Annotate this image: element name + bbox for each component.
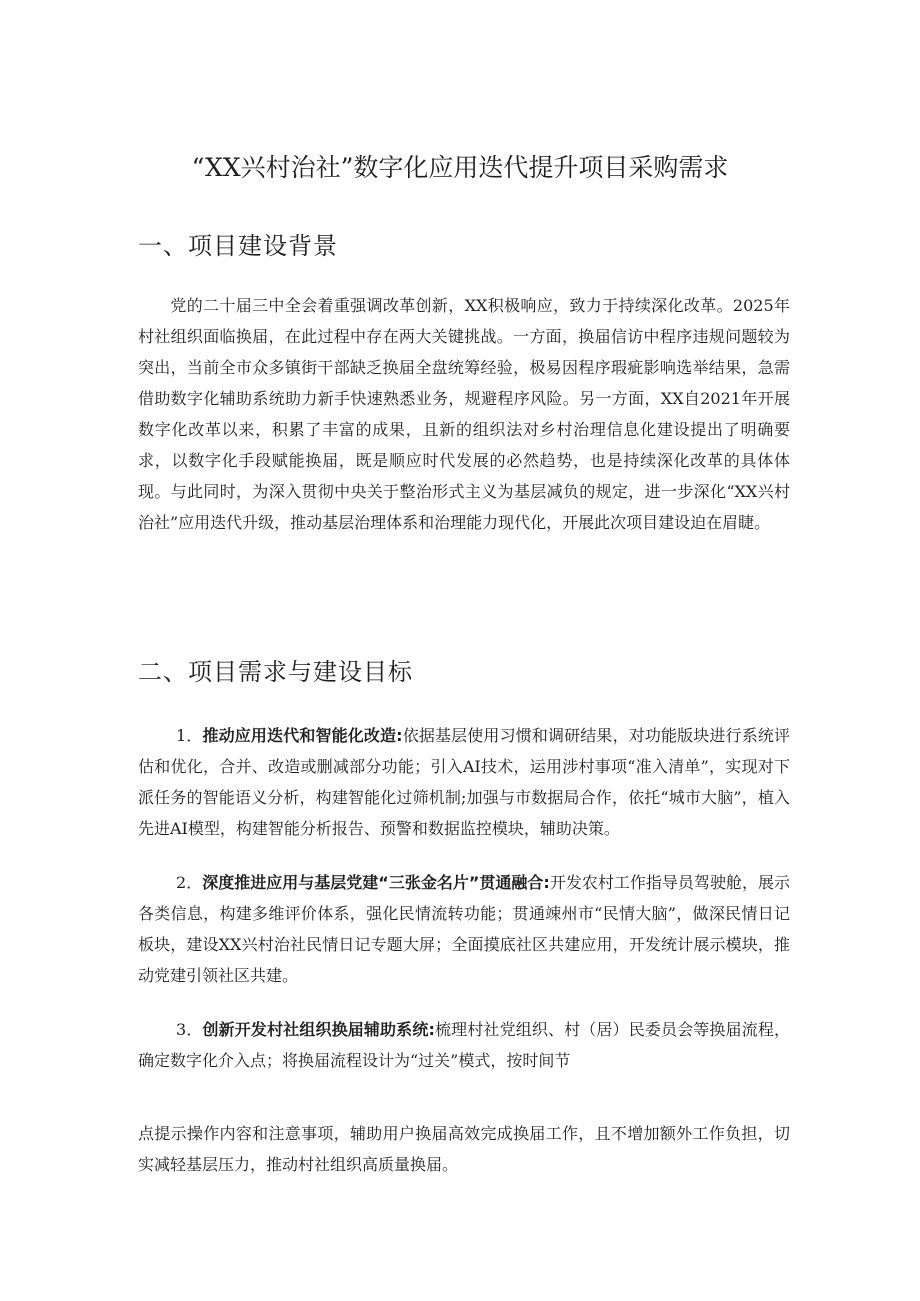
goal-item-text: 梳理村社党组织、村（居）民委员会等换届流程，确定数字化介入点；将换届流程设计为“过关”模式，按时间节 <box>138 1020 790 1070</box>
background-paragraph <box>138 290 790 538</box>
goal-item-number: 3． <box>176 1020 203 1039</box>
goal-item-number: 2． <box>176 873 203 892</box>
goal-item-lead: 深度推进应用与基层党建“三张金名片”贯通融合: <box>202 873 550 892</box>
goal-item-3 <box>138 1014 790 1076</box>
goal-item-lead: 推动应用迭代和智能化改造: <box>202 726 403 745</box>
document-title: “XX兴村治社”数字化应用迭代提升项目采购需求 <box>191 153 729 182</box>
goal-item-lead: 创新开发村社组织换届辅助系统: <box>202 1020 435 1039</box>
goal-item-text: 依据基层使用习惯和调研结果，对功能版块进行系统评估和优化，合并、改造或删减部分功能；引入AI技术，运用涉村事项“准入清单”，实现对下派任务的智能语义分析，构建智能化过筛机制;加强与市数据局合作，依托“城市大脑”，植入先进AI模型，构建智能分析报告、预警和数据监控模块，辅助决策。 <box>138 726 790 838</box>
goal-item-2 <box>138 867 790 991</box>
goal-item-text: 开发农村工作指导员驾驶舱，展示各类信息，构建多维评价体系，强化民情流转功能；贯通竦州市“民情大脑”，做深民情日记板块，建设XX兴村治社民情日记专题大屏；全面摸底社区共建应用，开发统计展示模块，推动党建引领社区共建。 <box>138 873 790 985</box>
goal-item-1 <box>138 720 790 844</box>
section-heading-background: 一、项目建设背景 <box>138 232 338 260</box>
goal-item-number: 1． <box>176 726 203 745</box>
section-heading-goals: 二、项目需求与建设目标 <box>138 658 413 686</box>
goal-item-3-continuation: 点提示操作内容和注意事项，辅助用户换届高效完成换届工作，且不增加额外工作负担，切实减轻基层压力，推动村社组织高质量换届。 <box>138 1124 790 1174</box>
background-paragraph-text: 党的二十届三中全会着重强调改革创新，XX积极响应，致力于持续深化改革。2025年村社组织面临换届，在此过程中存在两大关键挑战。一方面，换届信访中程序违规问题较为突出，当前全市众多镇街干部缺乏换届全盘统筹经验，极易因程序瑕疵影响选举结果，急需借助数字化辅助系统助力新手快速熟悉业务，规避程序风险。另一方面，XX自2021年开展数字化改革以来，积累了丰富的成果，且新的组织法对乡村治理信息化建设提出了明确要求，以数字化手段赋能换届，既是顺应时代发展的必然趋势，也是持续深化改革的具体体现。与此同时，为深入贯彻中央关于整治形式主义为基层减负的规定，进一步深化“XX兴村治社”应用迭代升级，推动基层治理体系和治理能力现代化，开展此次项目建设迫在眉睫。 <box>138 296 790 532</box>
